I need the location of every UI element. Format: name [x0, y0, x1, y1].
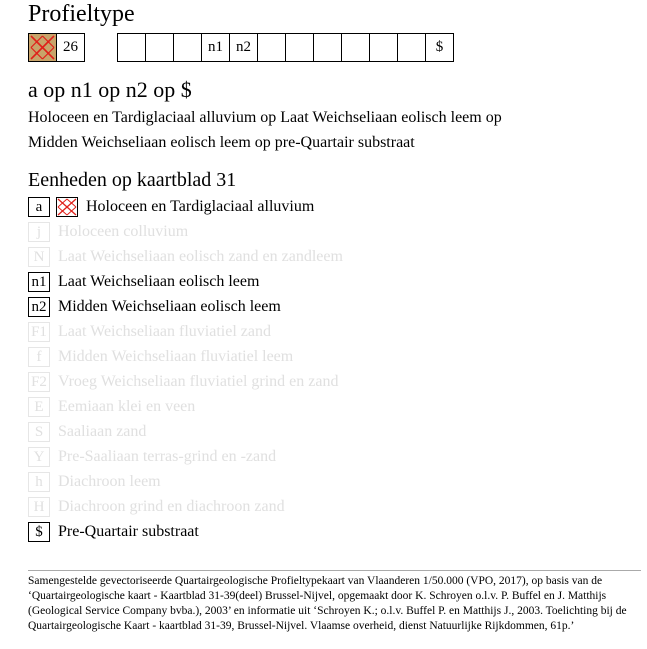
unit-item	[28, 494, 628, 519]
unit-label: Saaliaan zand	[58, 422, 147, 440]
units-list	[28, 194, 628, 544]
unit-code: F2	[28, 372, 50, 392]
profile-code-cell	[369, 33, 398, 62]
unit-code: $	[28, 522, 50, 542]
profile-code-cell: n2	[229, 33, 258, 62]
unit-item	[28, 444, 628, 469]
unit-label: Pre-Quartair substraat	[58, 522, 199, 540]
unit-label: Vroeg Weichseliaan fluviatiel grind en zand	[58, 372, 339, 390]
profile-code-cell	[397, 33, 426, 62]
unit-code: Y	[28, 447, 50, 467]
profile-description	[28, 105, 628, 155]
footer-source: Samengestelde gevectoriseerde Quartairgeologische Profieltypekaart van Vlaanderen 1/50.000 (VPO, 2017), op basis van de ‘Quartairgeologische kaart - Kaartblad 31-39(deel) Brussel-Nijvel, opgemaakt door K. Schroyen o.l.v. P. Buffel en J. Matthijs (Geological Service Company bvba.), 2003’ en informatie uit ‘Schroyen K.; o.l.v. Buffel P. en Matthijs J., 2003. Toelichting bij de Quartairgeologische Kaart - kaartblad 31-39, Brussel-Nijvel. Vlaamse overheid, dienst Natuurlijke Rijkdommen, 61p.’	[28, 575, 627, 632]
unit-code: j	[28, 222, 50, 242]
unit-label: Eemiaan klei en veen	[58, 397, 196, 415]
unit-label: Midden Weichseliaan fluviatiel leem	[58, 347, 294, 365]
unit-code: S	[28, 422, 50, 442]
unit-code: h	[28, 472, 50, 492]
unit-item	[28, 419, 628, 444]
profile-code-left	[28, 33, 84, 63]
unit-code: f	[28, 347, 50, 367]
unit-item	[28, 394, 628, 419]
unit-code: F1	[28, 322, 50, 342]
profile-code-cells	[117, 33, 453, 63]
unit-label: Diachroon grind en diachroon zand	[58, 497, 285, 515]
unit-label: Laat Weichseliaan eolisch zand en zandleem	[58, 247, 343, 265]
profile-formula: a op n1 op n2 op $	[28, 77, 192, 102]
footer-divider	[28, 570, 641, 571]
unit-item	[28, 469, 628, 494]
profile-code-cell	[285, 33, 314, 62]
profile-number: 26	[56, 33, 85, 62]
unit-item	[28, 294, 628, 319]
unit-code: a	[28, 197, 50, 217]
description-line: Holoceen en Tardiglaciaal alluvium op Laat Weichseliaan eolisch leem op	[28, 109, 502, 126]
cross-hatch-icon	[29, 34, 56, 61]
unit-item	[28, 369, 628, 394]
page-title: Profieltype	[28, 1, 135, 27]
unit-label: Holoceen colluvium	[58, 222, 189, 240]
unit-code: E	[28, 397, 50, 417]
unit-swatch	[56, 197, 78, 217]
unit-item	[28, 219, 628, 244]
profile-code-cell	[341, 33, 370, 62]
unit-item	[28, 344, 628, 369]
unit-code: n1	[28, 272, 50, 292]
profile-code-cell	[173, 33, 202, 62]
units-title: Eenheden op kaartblad 31	[28, 169, 237, 191]
unit-label: Pre-Saaliaan terras-grind en -zand	[58, 447, 277, 465]
unit-item	[28, 244, 628, 269]
unit-item	[28, 519, 628, 544]
profile-code-cell: n1	[201, 33, 230, 62]
unit-label: Diachroon leem	[58, 472, 161, 490]
unit-label: Holoceen en Tardiglaciaal alluvium	[86, 197, 315, 215]
profile-swatch	[28, 33, 57, 62]
unit-item	[28, 319, 628, 344]
unit-label: Laat Weichseliaan eolisch leem	[58, 272, 260, 290]
profile-code-cell	[313, 33, 342, 62]
cross-hatch-icon	[57, 198, 77, 216]
unit-code: n2	[28, 297, 50, 317]
profile-code-cell	[117, 33, 146, 62]
unit-code: N	[28, 247, 50, 267]
description-line: Midden Weichseliaan eolisch leem op pre-Quartair substraat	[28, 134, 415, 151]
unit-item	[28, 269, 628, 294]
profile-code-cell	[257, 33, 286, 62]
unit-item	[28, 194, 628, 219]
unit-label: Laat Weichseliaan fluviatiel zand	[58, 322, 271, 340]
unit-code: H	[28, 497, 50, 517]
profile-code-cell	[145, 33, 174, 62]
profile-code-cell: $	[425, 33, 454, 62]
unit-label: Midden Weichseliaan eolisch leem	[58, 297, 281, 315]
